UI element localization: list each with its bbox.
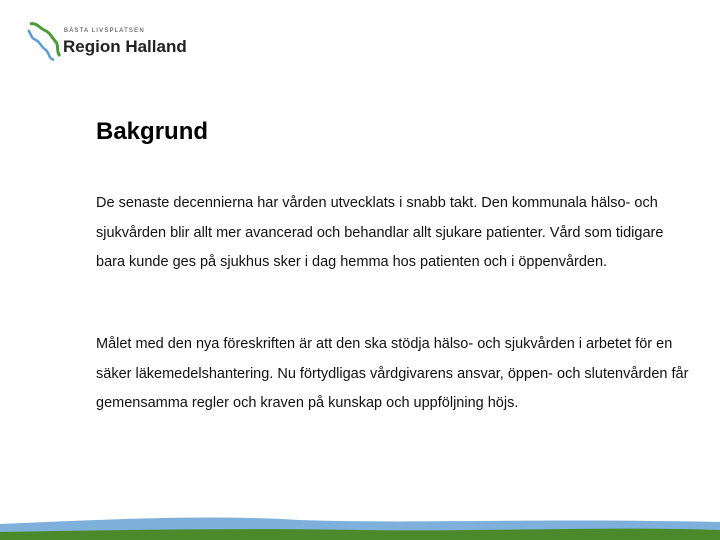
slide-title: Bakgrund xyxy=(96,118,209,145)
logo-tagline: BÄSTA LIVSPLATSEN xyxy=(64,28,145,34)
logo-name: Region Halland xyxy=(63,37,187,56)
region-halland-logo xyxy=(26,20,186,64)
landscape-footer-decoration xyxy=(0,510,720,540)
halland-map-icon xyxy=(26,20,62,64)
paragraph-1: De senaste decennierna har vården utvecklats i snabb takt. Den kommunala hälso- och sjukvården blir allt mer avancerad och behandlar allt sjukare patienter. Vård som tidigare bara kunde ges på sjukhus sker i dag hemma hos patienten och i öppenvården. xyxy=(96,195,664,270)
paragraph-2: Målet med den nya föreskriften är att den ska stödja hälso- och sjukvården i arbetet för en säker läkemedelshantering. Nu förtydligas vårdgivarens ansvar, öppen- och slutenvården får gemensamma regler och kraven på kunskap och uppföljning höjs. xyxy=(96,336,689,411)
